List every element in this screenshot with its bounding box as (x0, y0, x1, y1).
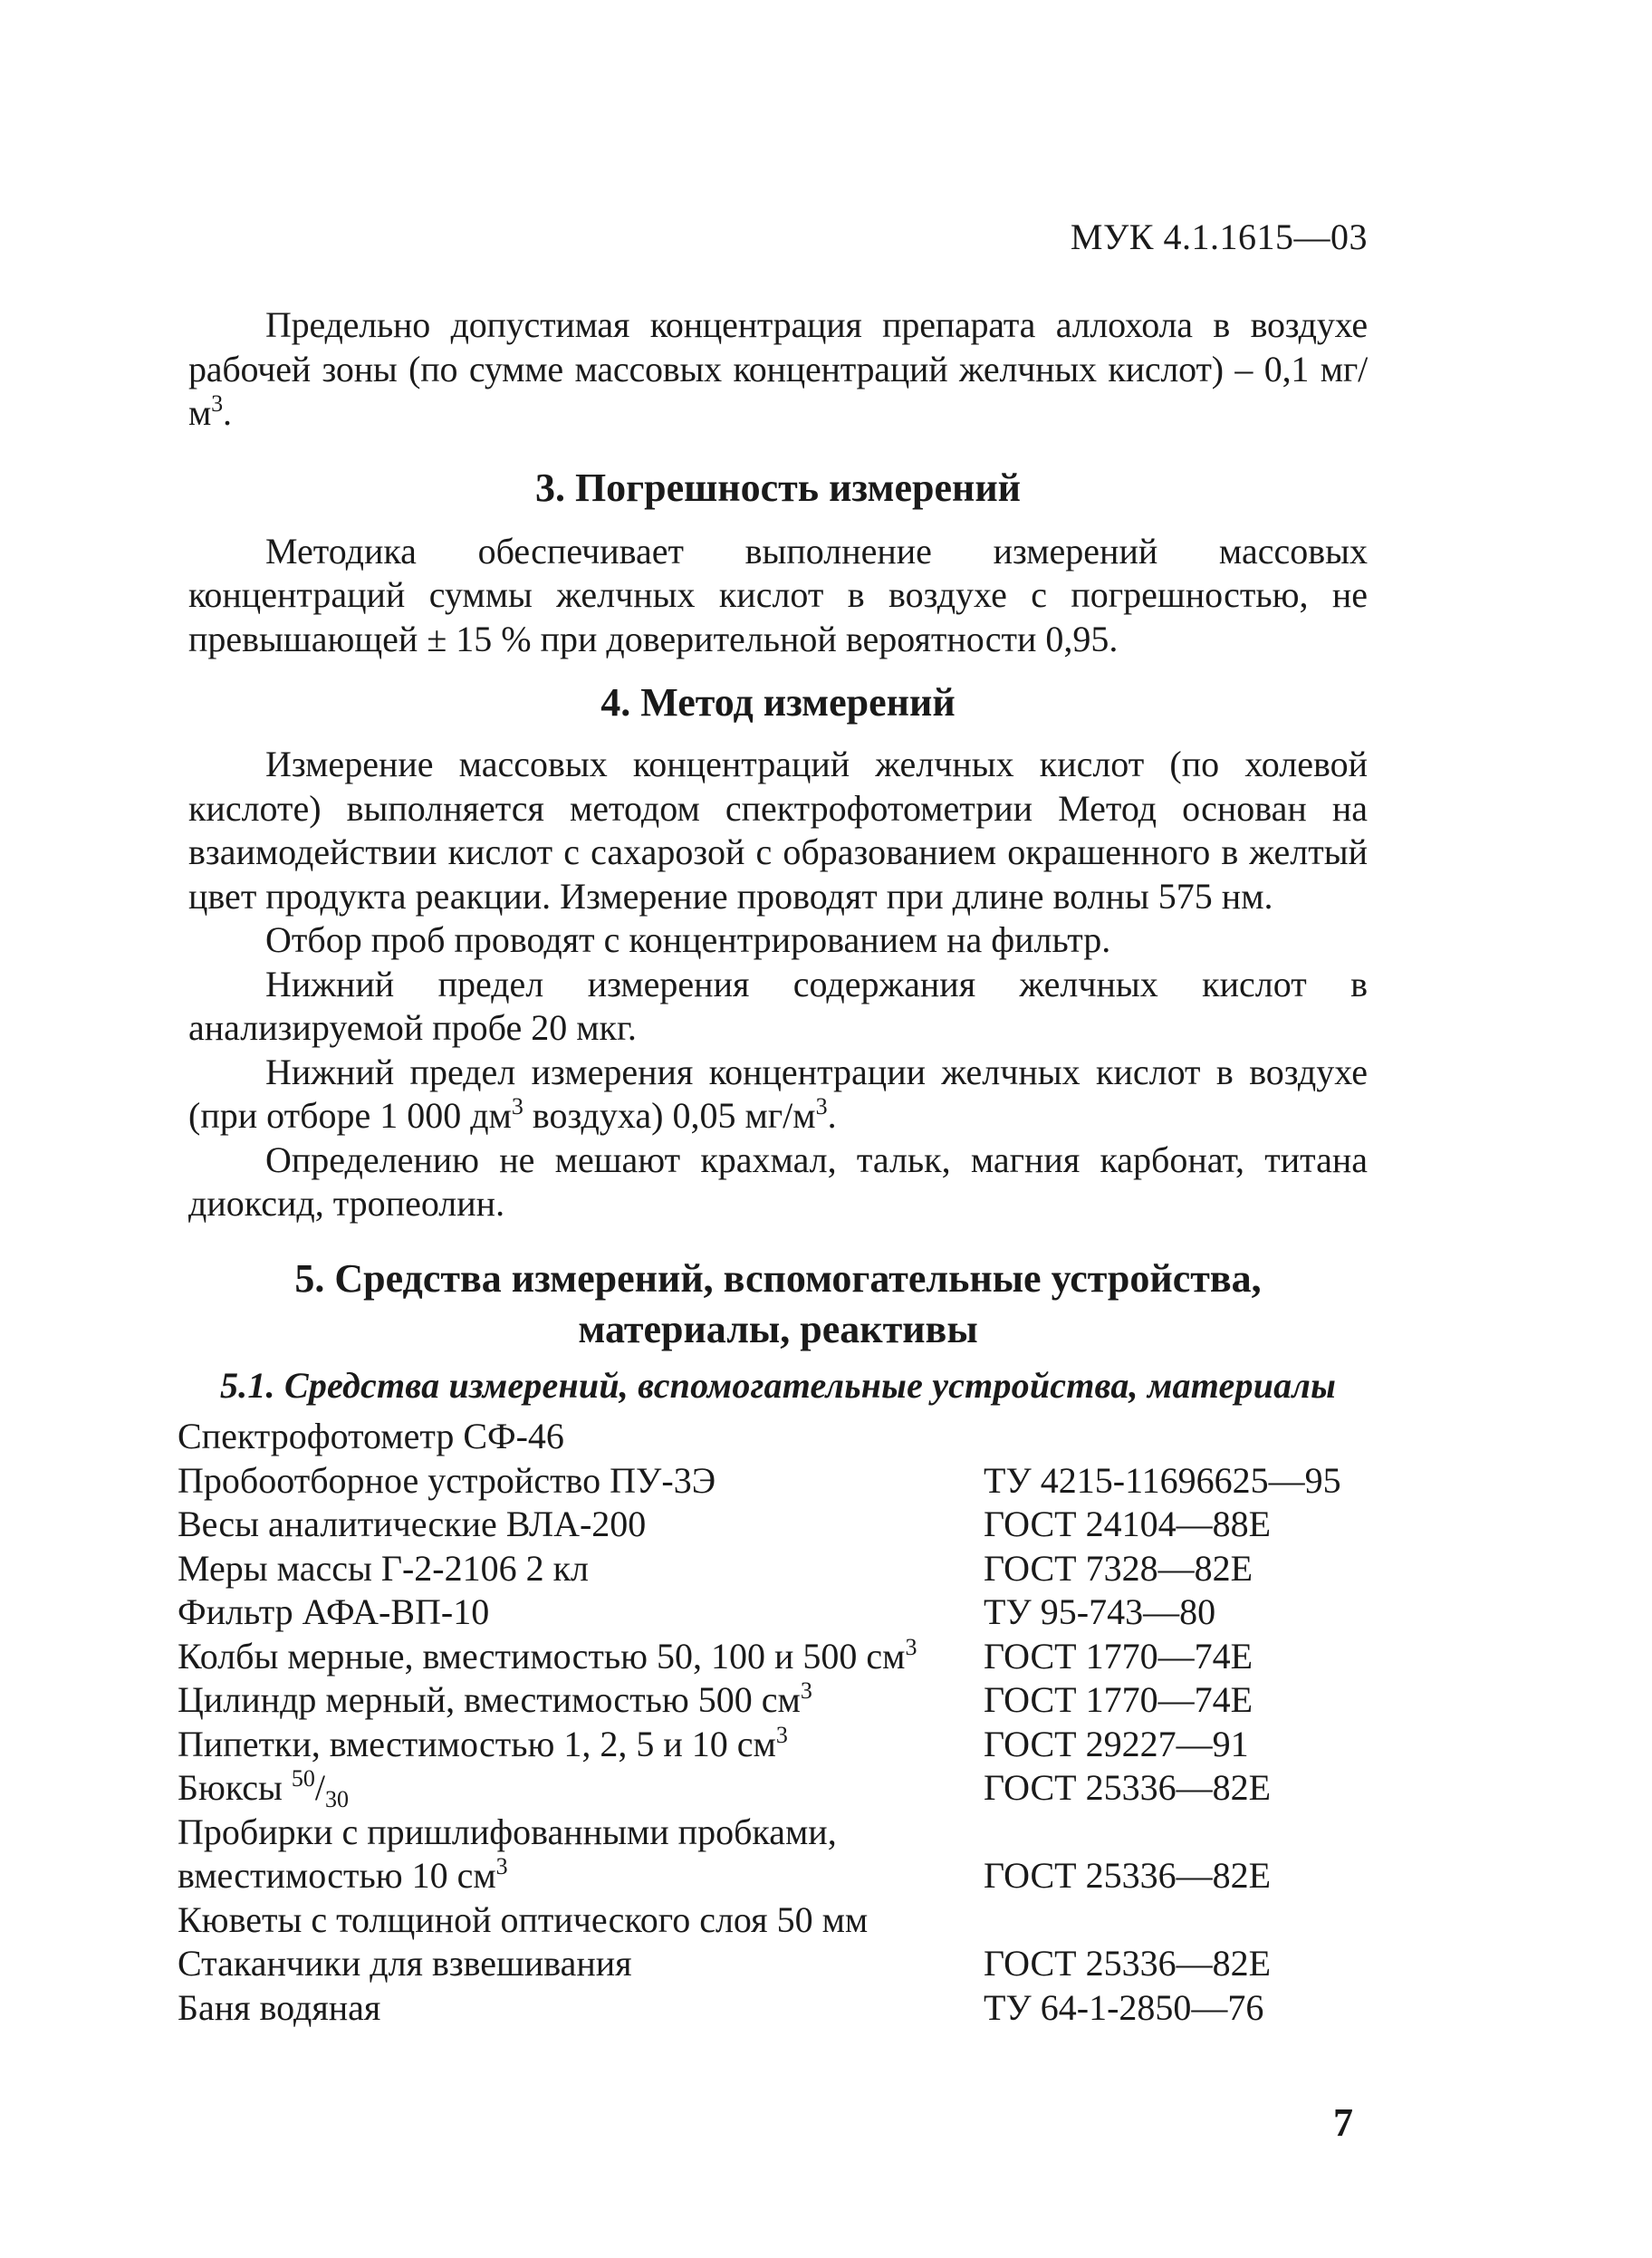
document-code: МУК 4.1.1615—03 (1070, 216, 1368, 257)
page-content (178, 303, 1368, 2030)
table-row (178, 1459, 1357, 1504)
equipment-ref (984, 1898, 1357, 1943)
equipment-name: Цилиндр мерный, вместимостью 500 см (178, 1679, 801, 1720)
equipment-table (178, 1415, 1357, 2030)
table-row (178, 1547, 1357, 1591)
unit-sup: 3 (800, 1677, 812, 1704)
equipment-name: Кюветы с толщиной оптического слоя 50 мм (178, 1898, 869, 1940)
unit-sup: 3 (495, 1853, 508, 1879)
table-row (178, 1635, 1357, 1679)
unit-sup: 3 (905, 1633, 917, 1660)
p4-sup-1: 3 (511, 1093, 523, 1119)
table-row (178, 1678, 1357, 1723)
intro-sup: 3 (211, 390, 223, 417)
equipment-name-cell (178, 1854, 984, 1898)
section-3-title: 3. Погрешность измерений (534, 465, 1022, 510)
intro-end: . (222, 392, 232, 433)
equipment-name: Меры массы Г-2-2106 2 кл (178, 1547, 590, 1589)
section-4-paragraph-5: Определению не мешают крахмал, тальк, магния карбонат, титана диоксид, тропеолин. (188, 1139, 1368, 1224)
equipment-name-cell (178, 1635, 984, 1679)
section-5-title-line-2: материалы, реактивы (578, 1306, 978, 1351)
equipment-ref: ТУ 64-1-2850—76 (984, 1986, 1264, 2028)
equipment-ref: ГОСТ 25336—82Е (984, 1855, 1272, 1896)
equipment-ref (984, 1811, 1357, 1855)
equipment-name: Баня водяная (178, 1986, 381, 2028)
p4-text-b: воздуха) 0,05 мг/м (523, 1095, 816, 1136)
table-row (178, 1898, 1357, 1943)
table-row (178, 1415, 1357, 1459)
p4-sup-2: 3 (815, 1093, 828, 1119)
equipment-name: Стаканчики для взвешивания (178, 1943, 632, 1984)
unit-sup: 3 (775, 1721, 788, 1748)
section-4-paragraph-1: Измерение массовых концентраций желчных кислот (по холевой кислоте) выполняется методом спектрофотометрии Метод основан на взаимодействии кислот с сахарозой с образованием окрашенного в желтый цвет продукта реакции. Измерение проводят при длине волны 575 нм. (188, 744, 1368, 917)
equipment-ref: ГОСТ 24104—88Е (984, 1504, 1272, 1544)
equipment-ref: ГОСТ 29227—91 (984, 1723, 1249, 1764)
table-row (178, 1590, 1357, 1635)
intro-paragraph (188, 303, 1368, 436)
equipment-ref: ТУ 4215-11696625—95 (984, 1459, 1341, 1501)
section-4-paragraph-4 (188, 1051, 1368, 1139)
equipment-ref: ГОСТ 25336—82Е (984, 1943, 1272, 1984)
table-row (178, 1503, 1357, 1547)
equipment-name-cell (178, 1723, 984, 1767)
table-row (178, 1854, 1357, 1898)
table-row (178, 1986, 1357, 2031)
equipment-ref: ГОСТ 1770—74Е (984, 1679, 1253, 1720)
page-number: 7 (1333, 2100, 1353, 2145)
equipment-ref (984, 1415, 1357, 1459)
table-row (178, 1766, 1357, 1811)
section-4-paragraph-3: Нижний предел измерения содержания желчных кислот в анализируемой пробе 20 мкг. (188, 963, 1368, 1048)
equipment-ref: ГОСТ 1770—74Е (984, 1635, 1253, 1677)
equipment-name: Весы аналитические ВЛА-200 (178, 1504, 647, 1544)
equipment-name-cell (178, 1766, 984, 1811)
table-row (178, 1723, 1357, 1767)
section-5-1-title: 5.1. Средства измерений, вспомогательные устройства, материалы (219, 1364, 1337, 1406)
table-row (178, 1811, 1357, 1855)
equipment-name: Пипетки, вместимостью 1, 2, 5 и 10 см (178, 1723, 776, 1764)
p4-text-a: Нижний предел измерения концентрации желчных кислот в воздухе (при отборе 1 000 дм (188, 1051, 1368, 1136)
section-5-title-line-1: 5. Средства измерений, вспомогательные устройства, (294, 1255, 1262, 1301)
intro-text: Предельно допустимая концентрация препарата аллохола в воздухе рабочей зоны (по сумме массовых концентраций желчных кислот) – 0,1 мг/м (188, 304, 1368, 433)
equipment-name: Спектрофотометр СФ-46 (178, 1416, 564, 1456)
equipment-name: Колбы мерные, вместимостью 50, 100 и 500 см (178, 1635, 906, 1677)
section-4-paragraph-2: Отбор проб проводят с концентрированием на фильтр. (265, 919, 1111, 960)
p4-text-c: . (827, 1095, 837, 1136)
fraction-numerator: 50 (291, 1765, 315, 1792)
equipment-name: Пробирки с пришлифованными пробками, (178, 1811, 837, 1852)
section-4-title: 4. Метод измерений (600, 680, 956, 725)
equipment-ref: ГОСТ 7328—82Е (984, 1547, 1253, 1589)
fraction-denominator: 30 (325, 1786, 350, 1812)
equipment-name: Пробоотборное устройство ПУ-3Э (178, 1459, 716, 1501)
table-row (178, 1942, 1357, 1986)
equipment-name: Фильтр АФА-ВП-10 (178, 1591, 490, 1632)
equipment-ref: ТУ 95-743—80 (984, 1591, 1216, 1632)
equipment-ref: ГОСТ 25336—82Е (984, 1767, 1272, 1808)
equipment-name-cell (178, 1678, 984, 1723)
equipment-name: Бюксы (178, 1767, 292, 1808)
section-5-title (188, 1254, 1368, 1355)
section-3-text: Методика обеспечивает выполнение измерений массовых концентраций суммы желчных кислот в воздухе с погрешностью, не превышающей ± 15 % при доверительной вероятности 0,95. (188, 530, 1368, 659)
equipment-name: вместимостью 10 см (178, 1855, 496, 1896)
fraction-slash: / (314, 1767, 326, 1808)
